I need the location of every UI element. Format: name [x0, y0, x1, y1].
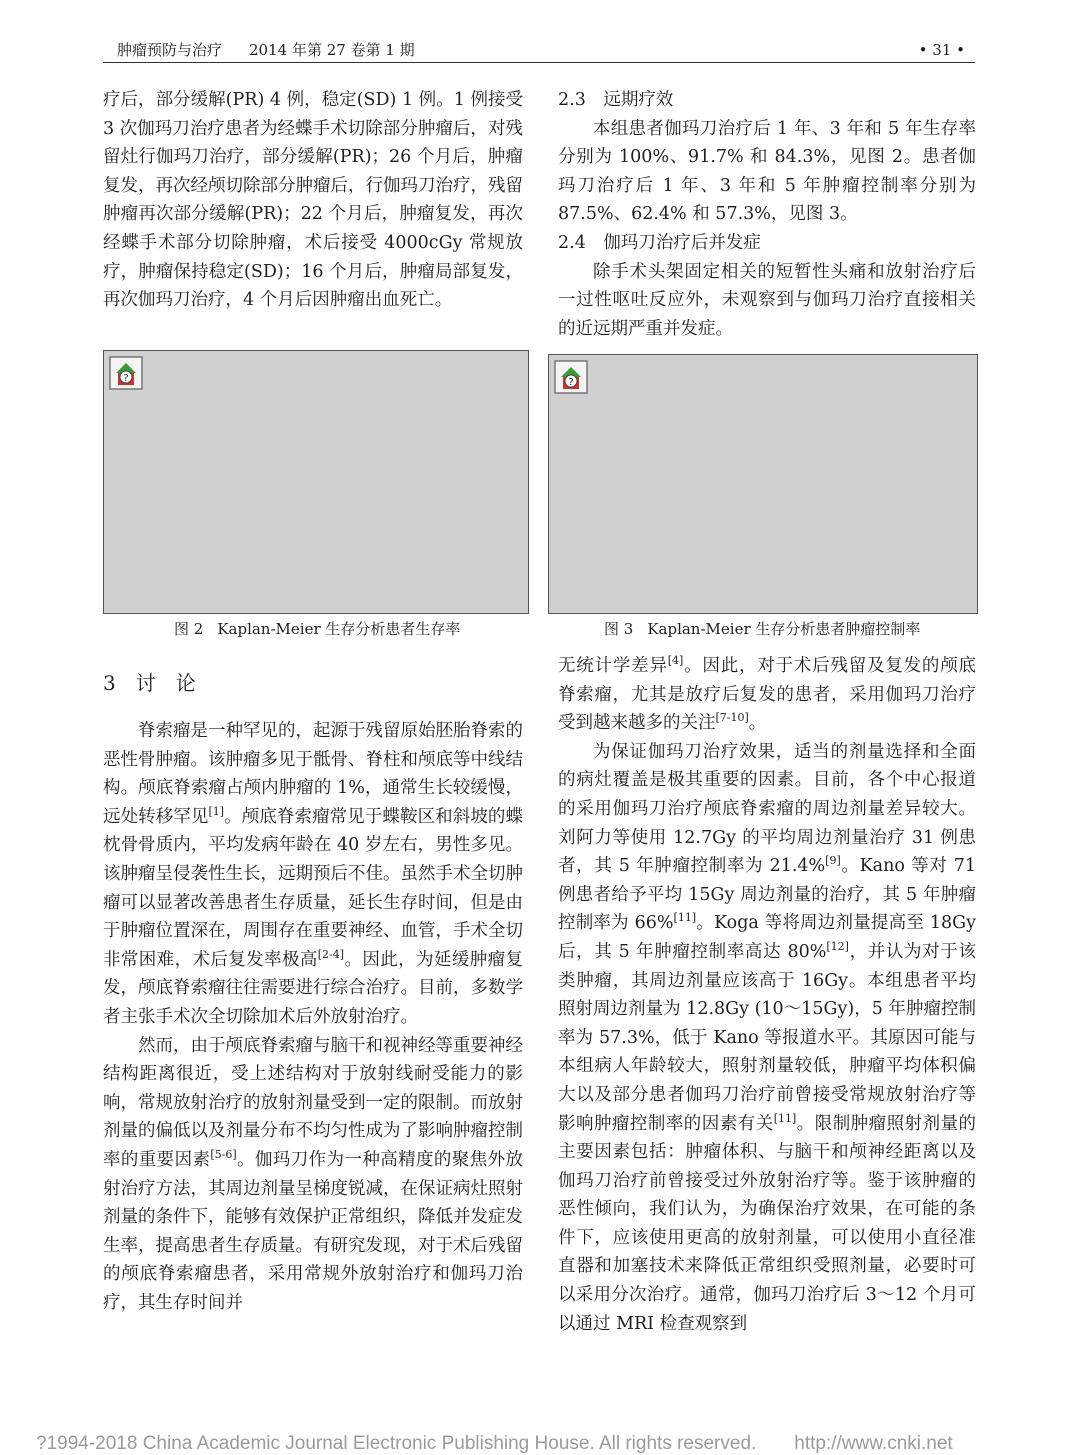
citation: [1]: [208, 804, 225, 818]
issue-info: 2014 年第 27 卷第 1 期: [249, 41, 415, 59]
citation: [9]: [825, 854, 841, 868]
figure-2-image: [103, 350, 529, 614]
journal-title: 肿瘤预防与治疗: [117, 41, 223, 59]
text-run: ，并认为对于该类肿瘤，其周边剂量应该高于 16Gy。本组患者平均照射周边剂量为 12.8Gy (10～15Gy)，5 年肿瘤控制率为 57.3%，低于 Kano 等报道水平。其原因可能与本组病人年龄较大，照射剂量较低，肿瘤平均体积偏大以及部分患者伽玛刀治疗前曾接受常规放射治疗等影响肿瘤控制率的因素有关: [558, 941, 976, 1134]
paragraph-case-continuation: 疗后，部分缓解(PR) 4 例，稳定(SD) 1 例。1 例接受 3 次伽玛刀治疗患者为经蝶手术切除部分肿瘤后，对残留灶行伽玛刀治疗，部分缓解(PR)；26 个月后，肿瘤复发，再次经颅切除部分肿瘤后，行伽玛刀治疗，残留肿瘤再次部分缓解(PR)；22 个月后，肿瘤复发，再次经蝶手术部分切除肿瘤，术后接受 4000cGy 常规放疗，肿瘤保持稳定(SD)；16 个月后，肿瘤局部复发，再次伽玛刀治疗，4 个月后因肿瘤出血死亡。: [103, 90, 523, 311]
subsection-heading-long-term-efficacy: 2.3 远期疗效: [558, 90, 674, 110]
paragraph-dose-selection: [558, 738, 976, 1338]
subsection-heading-complications: 2.4 伽玛刀治疗后并发症: [558, 232, 761, 253]
text-run: 。因此，为延缓肿瘤复发，颅底脊索瘤往往需要进行综合治疗。目前，多数学者主张手术次全切除加术后外放射治疗。: [103, 949, 524, 1027]
left-column-top: [103, 86, 523, 315]
section-number: 3: [103, 671, 116, 695]
citation: [12]: [826, 940, 849, 954]
paragraph-long-term-efficacy: 本组患者伽玛刀治疗后 1 年、3 年和 5 年生存率分别为 100%、91.7% 和 84.3%，见图 2。患者伽玛刀治疗后 1 年、3 年和 5 年肿瘤控制率分别为 87.5%、62.4% 和 57.3%，见图 3。: [558, 118, 976, 225]
paragraph-complications: 除手术头架固定相关的短暂性头痛和放射治疗后一过性呕吐反应外，未观察到与伽玛刀治疗直接相关的近远期严重并发症。: [558, 261, 976, 339]
text-run: 。: [748, 713, 767, 734]
section-heading-discussion: [103, 668, 523, 698]
svg-text:?: ?: [568, 377, 574, 388]
text-run: 。伽玛刀作为一种高精度的聚焦外放射治疗方法，其周边剂量呈梯度锐减，在保证病灶照射剂量的条件下，能够有效保护正常组织，降低并发症发生率，提高患者生存质量。有研究发现，对于术后残留的颅底脊索瘤患者，采用常规外放射治疗和伽玛刀治疗，其生存时间并: [103, 1149, 524, 1313]
citation: [11]: [773, 1111, 797, 1125]
paragraph-discussion-1: [103, 717, 523, 1032]
citation: [4]: [667, 654, 684, 668]
citation: [7-10]: [715, 711, 749, 725]
text-run: 脊索瘤是一种罕见的，起源于残留原始胚胎脊索的恶性骨肿瘤。该肿瘤多见于骶骨、脊柱和颅底等中线结构。颅底脊索瘤占颅内肿瘤的 1%，通常生长较缓慢，远处转移罕见: [103, 721, 523, 827]
text-run: 。Kano 等对 71 例患者给予平均 15Gy 周边剂量的治疗，其 5 年肿瘤控制率为 66%: [558, 856, 976, 934]
paragraph-discussion-2: [103, 1032, 523, 1318]
citation: [11]: [673, 911, 697, 925]
section-title: 讨 论: [135, 671, 196, 695]
copyright-footer: ?1994-2018 China Academic Journal Electronic Publishing House. All rights reserved. http://www.cnki.net: [36, 1433, 953, 1454]
figure-3-caption-text: Kaplan-Meier 生存分析患者肿瘤控制率: [647, 620, 921, 638]
right-column-bottom: [558, 652, 976, 1338]
text-run: 然而，由于颅底脊索瘤与脑干和视神经等重要神经结构距离很近，受上述结构对于放射线耐受能力的影响，常规放射治疗的放射剂量受到一定的限制。而放射剂量的偏低以及剂量分布不均匀性成为了影响肿瘤控制率的重要因素: [103, 1035, 523, 1170]
text-run: 为保证伽玛刀治疗效果，适当的剂量选择和全面的病灶覆盖是极其重要的因素。目前，各个中心报道的采用伽玛刀治疗颅底脊索瘤的周边剂量差异较大。刘阿力等使用 12.7Gy 的平均周边剂量治疗 31 例患者，其 5 年肿瘤控制率为 21.4%: [558, 741, 976, 877]
citation: [2-4]: [317, 947, 345, 961]
figure-3-image: [548, 354, 978, 614]
text-run: 。Koga 等将周边剂量提高至 18Gy 后，其 5 年肿瘤控制率高达 80%: [558, 913, 976, 962]
figure-2-number: 图 2: [174, 620, 204, 638]
missing-image-icon: [554, 360, 588, 394]
text-run: 。颅底脊索瘤常见于蝶鞍区和斜坡的蝶枕骨骨质内，平均发病年龄在 40 岁左右，男性多见。该肿瘤呈侵袭性生长，远期预后不佳。虽然手术全切肿瘤可以显著改善患者生存质量，延长生存时间，但是由于肿瘤位置深在，周围存在重要神经、血管，手术全切非常困难，术后复发率极高: [103, 806, 524, 970]
figure-2-caption: [174, 619, 460, 639]
text-run: 。因此，对于术后残留及复发的颅底脊索瘤，尤其是放疗后复发的患者，采用伽玛刀治疗受到越来越多的关注: [558, 656, 977, 734]
right-column-top: [558, 86, 976, 343]
text-run: 。限制肿瘤照射剂量的主要因素包括：肿瘤体积、与脑干和颅神经距离以及伽玛刀治疗前曾接受过外放射治疗等。鉴于该肿瘤的恶性倾向，我们认为，为确保治疗效果，在可能的条件下，应该使用更高的放射剂量，可以使用小直径准直器和加塞技术来降低正常组织受照剂量，必要时可以采用分次治疗。通常，伽玛刀治疗后 3～12 个月可以通过 MRI 检查观察到: [558, 1113, 977, 1334]
svg-text:?: ?: [123, 373, 129, 384]
citation: [5-6]: [210, 1148, 237, 1162]
running-header: [103, 38, 975, 63]
paragraph-discussion-continued: [558, 652, 976, 738]
figure-2-caption-text: Kaplan-Meier 生存分析患者生存率: [217, 620, 461, 638]
page-number: • 31 •: [918, 41, 965, 59]
left-column-bottom: [103, 668, 523, 1317]
figure-3-number: 图 3: [604, 620, 634, 638]
missing-image-icon: [109, 356, 143, 390]
text-run: 无统计学差异: [558, 656, 668, 676]
figure-3-caption: [604, 619, 920, 639]
